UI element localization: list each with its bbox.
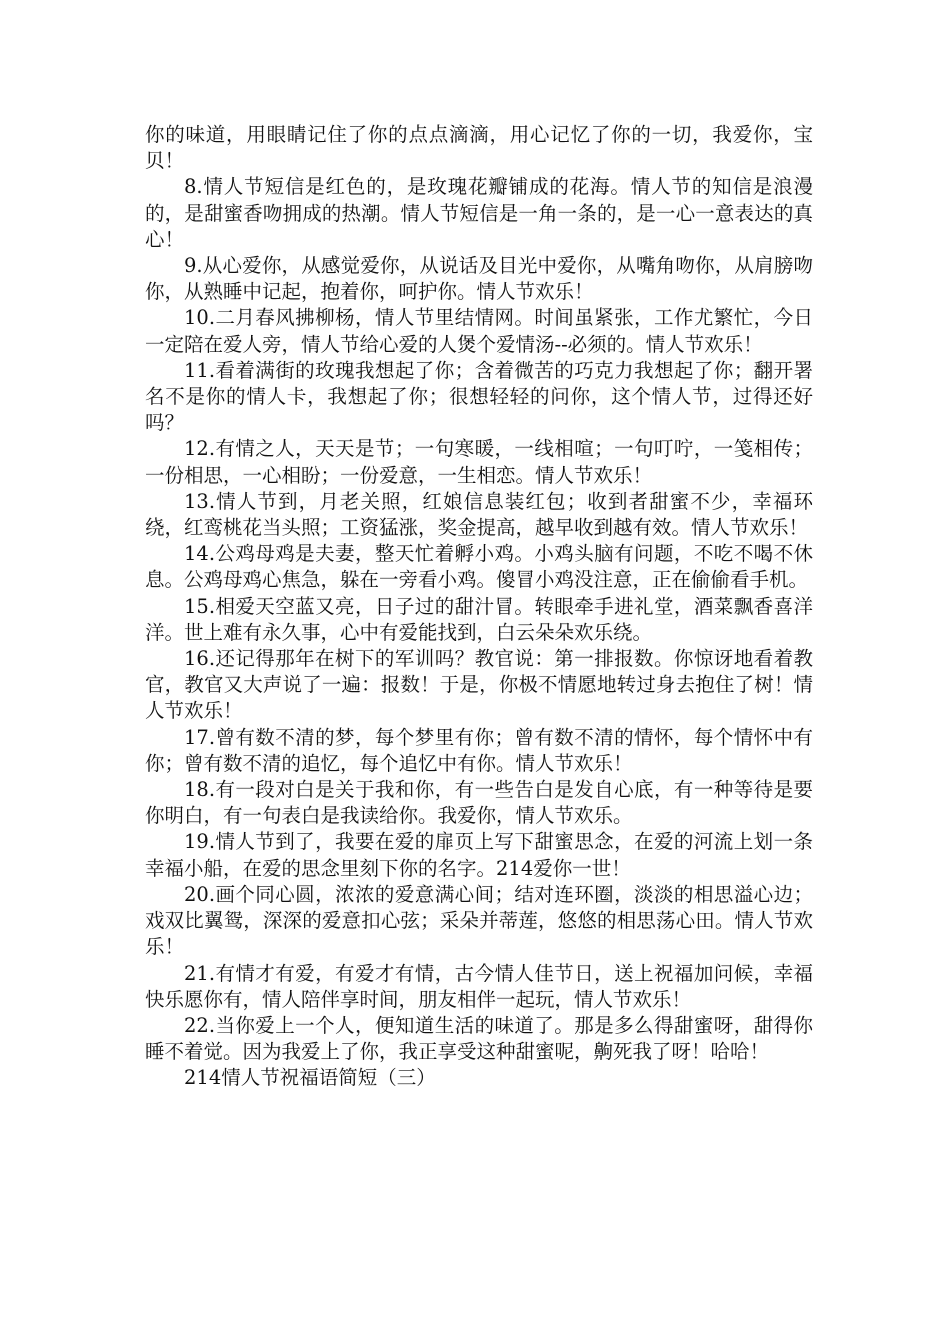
paragraph-8: 8.情人节短信是红色的，是玫瑰花瓣铺成的花海。情人节的知信是浪漫的，是甜蜜香吻拥成的热潮。情人节短信是一角一条的，是一心一意表达的真心！ <box>145 175 813 251</box>
paragraph-11: 11.看着满街的玫瑰我想起了你；含着微苦的巧克力我想起了你；翻开署名不是你的情人卡，我想起了你；很想轻轻的问你，这个情人节，过得还好吗？ <box>145 358 813 435</box>
paragraph-16: 16.还记得那年在树下的军训吗？教官说：第一排报数。你惊讶地看着教官，教官又大声说了一遍：报数！于是，你极不情愿地转过身去抱住了树！情人节欢乐！ <box>145 647 813 723</box>
paragraph-19: 19.情人节到了，我要在爱的扉页上写下甜蜜思念，在爱的河流上划一条幸福小船，在爱的思念里刻下你的名字。214爱你一世！ <box>145 830 813 880</box>
paragraph-17: 17.曾有数不清的梦，每个梦里有你；曾有数不清的情怀，每个情怀中有你；曾有数不清的追忆，每个追忆中有你。情人节欢乐！ <box>145 725 813 775</box>
paragraph-10: 10.二月春风拂柳杨，情人节里结情网。时间虽紧张，工作尤繁忙，今日一定陪在爱人旁，情人节给心爱的人煲个爱情汤--必须的。情人节欢乐！ <box>145 306 813 356</box>
continuation-paragraph: 你的味道，用眼睛记住了你的点点滴滴，用心记忆了你的一切，我爱你，宝贝！ <box>145 123 813 173</box>
paragraph-22: 22.当你爱上一个人，便知道生活的味道了。那是多么得甜蜜呀，甜得你睡不着觉。因为我爱上了你，我正享受这种甜蜜呢，齁死我了呀！哈哈！ <box>145 1013 813 1064</box>
paragraph-20: 20.画个同心圆，浓浓的爱意满心间；结对连环圈，淡淡的相思溢心边；戏双比翼鸳，深深的爱意扣心弦；采朵并蒂莲，悠悠的相思荡心田。情人节欢乐！ <box>145 882 813 959</box>
paragraph-15: 15.相爱天空蓝又亮，日子过的甜汁冒。转眼牵手进礼堂，酒菜飘香喜洋洋。世上难有永久事，心中有爱能找到，白云朵朵欢乐绕。 <box>145 594 813 644</box>
paragraph-13: 13.情人节到，月老关照，红娘信息装红包；收到者甜蜜不少，幸福环绕，红鸾桃花当头照；工资猛涨，奖金提高，越早收到越有效。情人节欢乐！ <box>145 489 813 540</box>
paragraph-21: 21.有情才有爱，有爱才有情，古今情人佳节日，送上祝福加问候，幸福快乐愿你有，情人陪伴享时间，朋友相伴一起玩，情人节欢乐！ <box>145 961 813 1011</box>
paragraph-12: 12.有情之人，天天是节；一句寒暖，一线相喧；一句叮咛，一笺相传；一份相思，一心相盼；一份爱意，一生相恋。情人节欢乐！ <box>145 437 813 487</box>
paragraph-14: 14.公鸡母鸡是夫妻，整天忙着孵小鸡。小鸡头脑有问题，不吃不喝不休息。公鸡母鸡心焦急，躲在一旁看小鸡。傻冒小鸡没注意，正在偷偷看手机。 <box>145 542 813 592</box>
section-heading: 214情人节祝福语简短（三） <box>184 1066 436 1090</box>
document-body <box>145 122 813 1092</box>
paragraph-9: 9.从心爱你，从感觉爱你，从说话及目光中爱你，从嘴角吻你，从肩膀吻你，从熟睡中记起，抱着你，呵护你。情人节欢乐！ <box>145 254 813 304</box>
paragraph-18: 18.有一段对白是关于我和你，有一些告白是发自心底，有一种等待是要你明白，有一句表白是我读给你。我爱你，情人节欢乐。 <box>145 778 813 828</box>
